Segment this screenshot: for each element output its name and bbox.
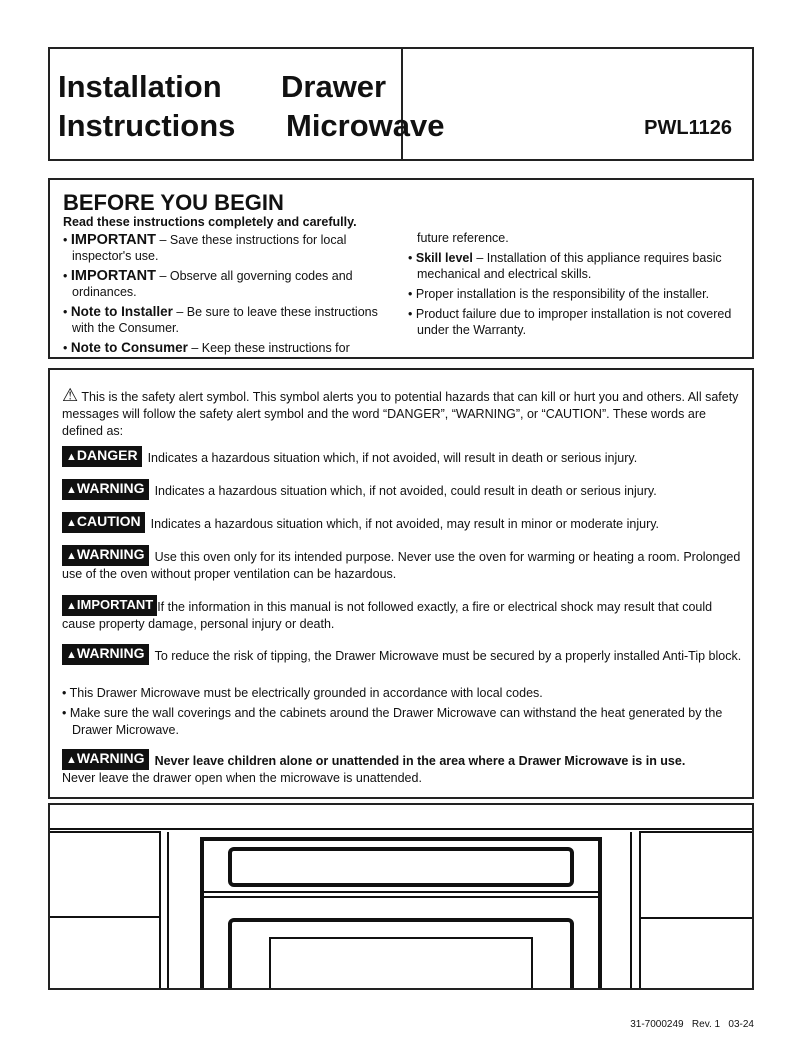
doc-title-line1: Installation (58, 69, 222, 104)
warning-badge: ▲WARNING (62, 749, 149, 770)
list-item: • Note to Consumer – Keep these instructions for (63, 340, 350, 355)
control-panel (230, 849, 572, 885)
list-item: • Product failure due to improper installation is not covered under the Warranty. (408, 307, 732, 337)
list-item: • Note to Installer – Be sure to leave these instructions with the Consumer. (63, 304, 378, 335)
footer-doc-number: 31-7000249 Rev. 1 03-24 (630, 1019, 754, 1030)
caution-message: ▲CAUTION Indicates a hazardous situation which, if not avoided, may result in minor or moderate injury. (62, 512, 742, 533)
warning-badge: ▲WARNING (62, 545, 149, 566)
doc-title-line2: Instructions (58, 108, 236, 143)
product-line2: Microwave (286, 108, 445, 143)
installation-illustration (48, 803, 754, 990)
warning-badge: ▲WARNING (62, 644, 149, 665)
drawer-window (270, 938, 532, 988)
caution-badge: ▲CAUTION (62, 512, 145, 533)
list-item: • Proper installation is the responsibility of the installer. (408, 287, 710, 301)
left-cabinet (50, 832, 160, 988)
list-item: • Skill level – Installation of this appliance requires basic mechanical and electrical skills. (408, 251, 722, 281)
bullet-heat: • Make sure the wall coverings and the cabinets around the Drawer Microwave can withstand the heat generated by the Drawer Microwave. (62, 706, 723, 737)
header-box (48, 47, 754, 161)
warning-anti-tip: ▲WARNING To reduce the risk of tipping, the Drawer Microwave must be secured by a properly installed Anti-Tip block. (62, 644, 742, 665)
product-line1: Drawer (281, 69, 387, 104)
important-message: ▲IMPORTANT If the information in this manual is not followed exactly, a fire or electrical shock may result that could cause property damage, personal injury or death. (62, 597, 713, 631)
safety-box (48, 368, 754, 799)
list-item: • IMPORTANT – Save these instructions for local inspector's use. (63, 232, 347, 263)
safety-intro: ⚠ This is the safety alert symbol. This symbol alerts you to potential hazards that can kill or hurt you and others. All safety messages will follow the safety alert symbol and the word “DANGER”, “WARNING”, or “CAUTION”. These words are defined as: (62, 385, 739, 438)
left-column (63, 232, 378, 360)
warning-children: ▲WARNING Never leave children alone or unattended in the area where a Drawer Microwave is in use. Never leave the drawer open when the microwave is unattended. (62, 750, 686, 785)
section-subtitle: Read these instructions completely and carefully. (63, 215, 357, 229)
danger-message: ▲DANGER Indicates a hazardous situation which, if not avoided, will result in death or serious injury. (62, 446, 742, 467)
drawer-front (230, 920, 572, 988)
list-item: • IMPORTANT – Observe all governing codes and ordinances. (63, 268, 353, 299)
warning-message: ▲WARNING Indicates a hazardous situation which, if not avoided, could result in death or serious injury. (62, 479, 742, 500)
model-number: PWL1126 (644, 117, 732, 139)
danger-badge: ▲DANGER (62, 446, 142, 467)
section-title: BEFORE YOU BEGIN (63, 190, 284, 215)
list-item-continued: future reference. (417, 231, 509, 245)
microwave-frame (202, 839, 600, 988)
warning-badge: ▲WARNING (62, 479, 149, 500)
before-you-begin-box (48, 178, 754, 359)
safety-alert-icon: ⚠ (62, 385, 79, 405)
right-cabinet (640, 832, 752, 988)
right-column (408, 230, 748, 342)
drawer-microwave-drawing (50, 805, 752, 988)
warning-intended-use: ▲WARNING Use this oven only for its intended purpose. Never use the oven for warming or heating a room. Prolonged use of the oven without proper ventilation can be hazardous. (62, 546, 741, 581)
bullet-grounding: • This Drawer Microwave must be electrically grounded in accordance with local codes. (62, 686, 543, 700)
important-badge: ▲IMPORTANT (62, 595, 157, 616)
